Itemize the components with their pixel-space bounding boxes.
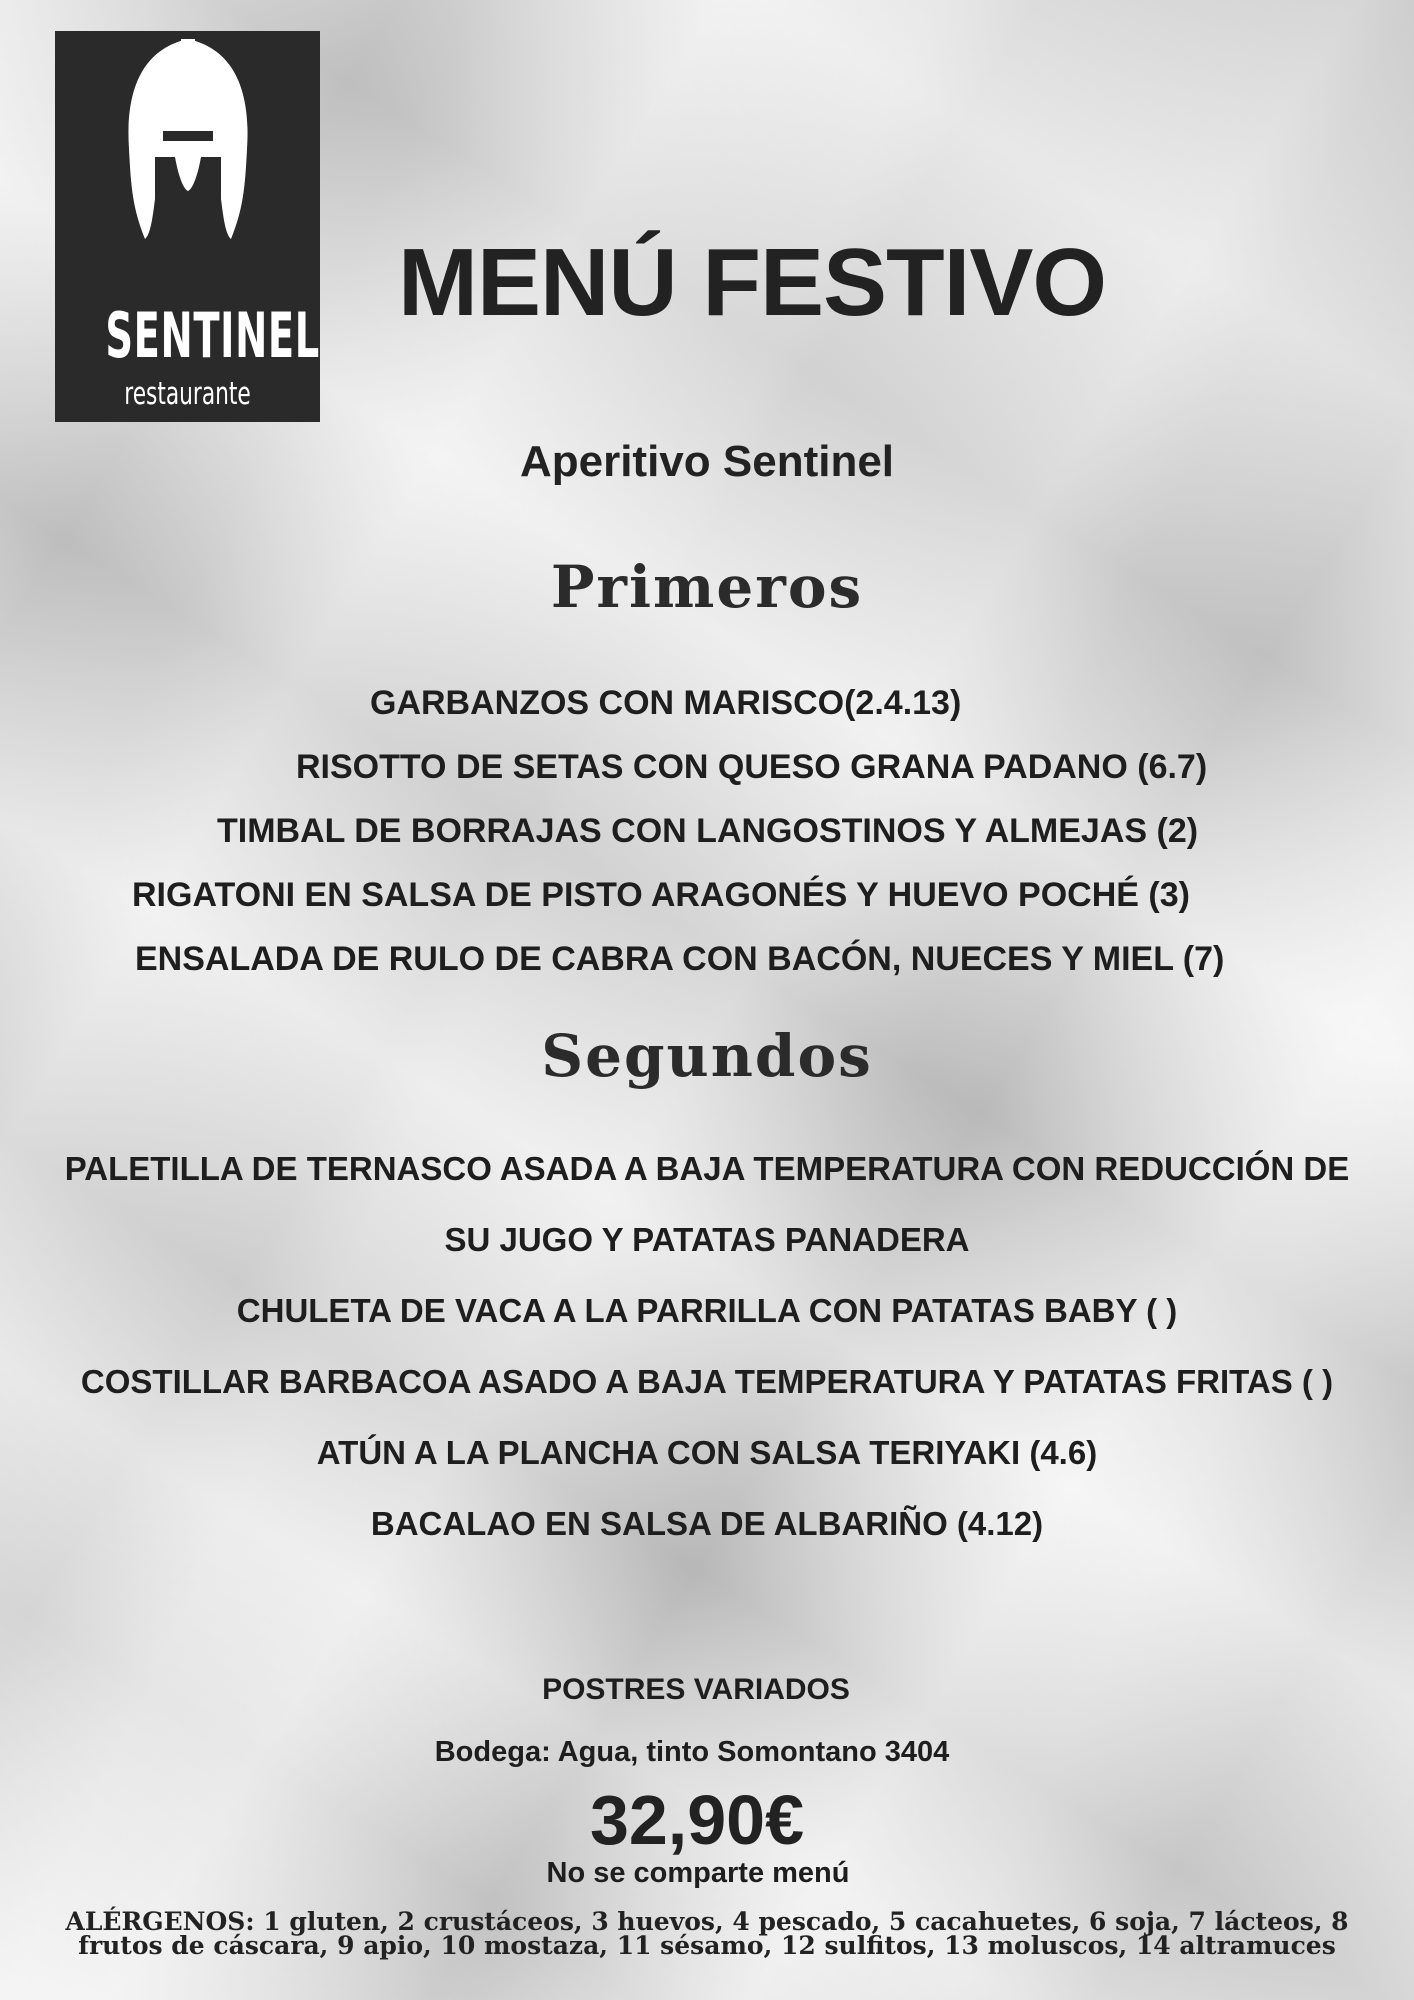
list-item: GARBANZOS CON MARISCO(2.4.13) <box>370 684 962 722</box>
spartan-helmet-icon <box>123 39 253 279</box>
allergens-line-2: frutos de cáscara, 9 apio, 10 mostaza, 11 sésamo, 12 sulfitos, 13 moluscos, 14 altramuces <box>78 1931 1336 1960</box>
list-item: TIMBAL DE BORRAJAS CON LANGOSTINOS Y ALMEJAS (2) <box>217 812 1199 850</box>
menu-note: No se comparte menú <box>546 1857 850 1889</box>
logo-subtitle: restaurante <box>124 376 251 412</box>
primeros-heading: Primeros <box>550 553 864 621</box>
allergens-note <box>50 1907 1364 1960</box>
segundos-heading: Segundos <box>541 1022 873 1090</box>
allergens-line-1: ALÉRGENOS: 1 gluten, 2 crustáceos, 3 huevos, 4 pescado, 5 cacahuetes, 6 soja, 7 lácteos, 8 <box>65 1907 1349 1936</box>
menu-price: 32,90€ <box>589 1781 805 1859</box>
restaurant-logo <box>55 31 320 422</box>
bodega-label: Bodega: Agua, tinto Somontano 3404 <box>434 1736 950 1768</box>
list-item: CHULETA DE VACA A LA PARRILLA CON PATATAS BABY ( ) <box>236 1292 1178 1329</box>
list-item: BACALAO EN SALSA DE ALBARIÑO (4.12) <box>370 1505 1044 1542</box>
list-item: RISOTTO DE SETAS CON QUESO GRANA PADANO (6.7) <box>296 748 1208 786</box>
list-item: RIGATONI EN SALSA DE PISTO ARAGONÉS Y HUEVO POCHÉ (3) <box>132 876 1190 914</box>
list-item: COSTILLAR BARBACOA ASADO A BAJA TEMPERATURA Y PATATAS FRITAS ( ) <box>80 1363 1334 1400</box>
aperitivo-heading: Aperitivo Sentinel <box>519 437 895 486</box>
menu-title: MENÚ FESTIVO <box>398 229 1107 336</box>
list-item: PALETILLA DE TERNASCO ASADA A BAJA TEMPERATURA CON REDUCCIÓN DE <box>64 1150 1350 1187</box>
list-item: SU JUGO Y PATATAS PANADERA <box>444 1221 970 1258</box>
list-item: ENSALADA DE RULO DE CABRA CON BACÓN, NUECES Y MIEL (7) <box>135 940 1225 978</box>
logo-name: SENTINEL <box>105 299 320 372</box>
postres-label: POSTRES VARIADOS <box>542 1673 850 1706</box>
list-item: ATÚN A LA PLANCHA CON SALSA TERIYAKI (4.6) <box>316 1434 1098 1471</box>
